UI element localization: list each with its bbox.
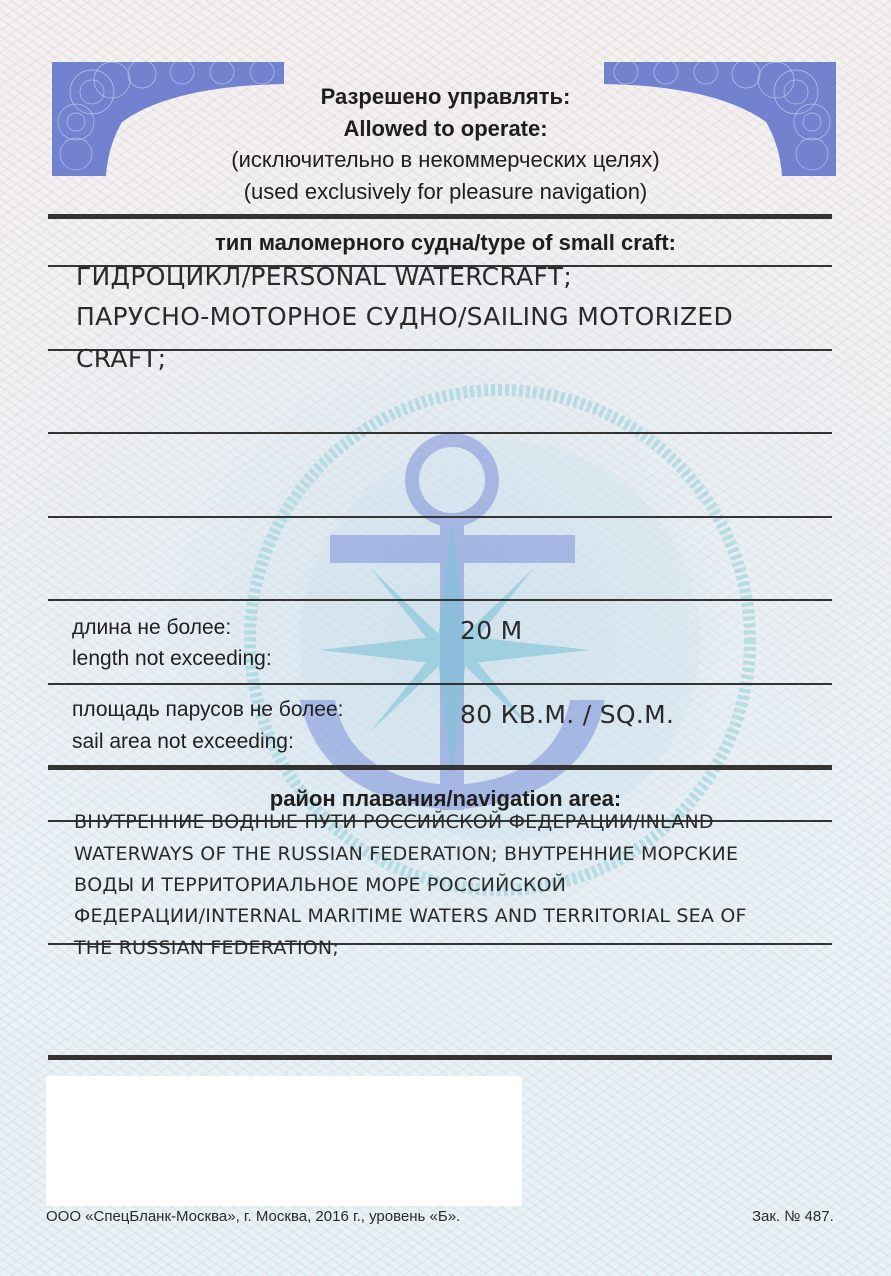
line-rule [48,432,832,434]
sail-area-label-en: sail area not exceeding: [72,730,294,753]
navigation-line-4: ФЕДЕРАЦИИ/INTERNAL MARITIME WATERS AND TERRITORIAL SEA OF [74,905,747,927]
header-subtitle-en: (used exclusively for pleasure navigation) [243,179,648,204]
craft-type-label: тип маломерного судна/type of small craft: [215,230,676,255]
header-subtitle-ru: (исключительно в некоммерческих целях) [231,147,660,172]
length-label-en: length not exceeding: [72,647,272,670]
line-rule [48,599,832,601]
navigation-line-2: WATERWAYS OF THE RUSSIAN FEDERATION; ВНУТРЕННИЕ МОРСКИЕ [74,843,739,865]
printer-info: ООО «СпецБланк-Москва», г. Москва, 2016 г., уровень «Б». [46,1208,461,1225]
craft-type-line-3: CRAFT; [76,344,167,373]
navigation-line-1: ВНУТРЕННИЕ ВОДНЫЕ ПУТИ РОССИЙСКОЙ ФЕДЕРАЦИИ/INLAND [74,811,714,833]
order-number: Зак. № 487. [752,1208,834,1225]
craft-type-line-2: ПАРУСНО-МОТОРНОЕ СУДНО/SAILING MOTORIZED [76,302,734,331]
navigation-line-3: ВОДЫ И ТЕРРИТОРИАЛЬНОЕ МОРЕ РОССИЙСКОЙ [74,874,567,896]
header-title-ru: Разрешено управлять: [320,84,571,109]
craft-type-line-1: ГИДРОЦИКЛ/PERSONAL WATERCRAFT; [76,262,573,291]
section-divider [48,765,832,770]
header-divider [48,214,832,219]
line-rule [48,516,832,518]
navigation-area-label: район плавания/navigation area: [269,786,622,811]
navigation-line-5: THE RUSSIAN FEDERATION; [74,937,339,959]
sail-area-value: 80 КВ.М. / SQ.M. [460,700,675,729]
length-label-ru: длина не более: [72,616,232,639]
header-title-en: Allowed to operate: [343,116,548,141]
bottom-divider [48,1055,832,1060]
line-rule [48,683,832,685]
redacted-area [46,1076,522,1206]
length-value: 20 М [460,616,523,645]
sail-area-label-ru: площадь парусов не более: [72,698,344,721]
